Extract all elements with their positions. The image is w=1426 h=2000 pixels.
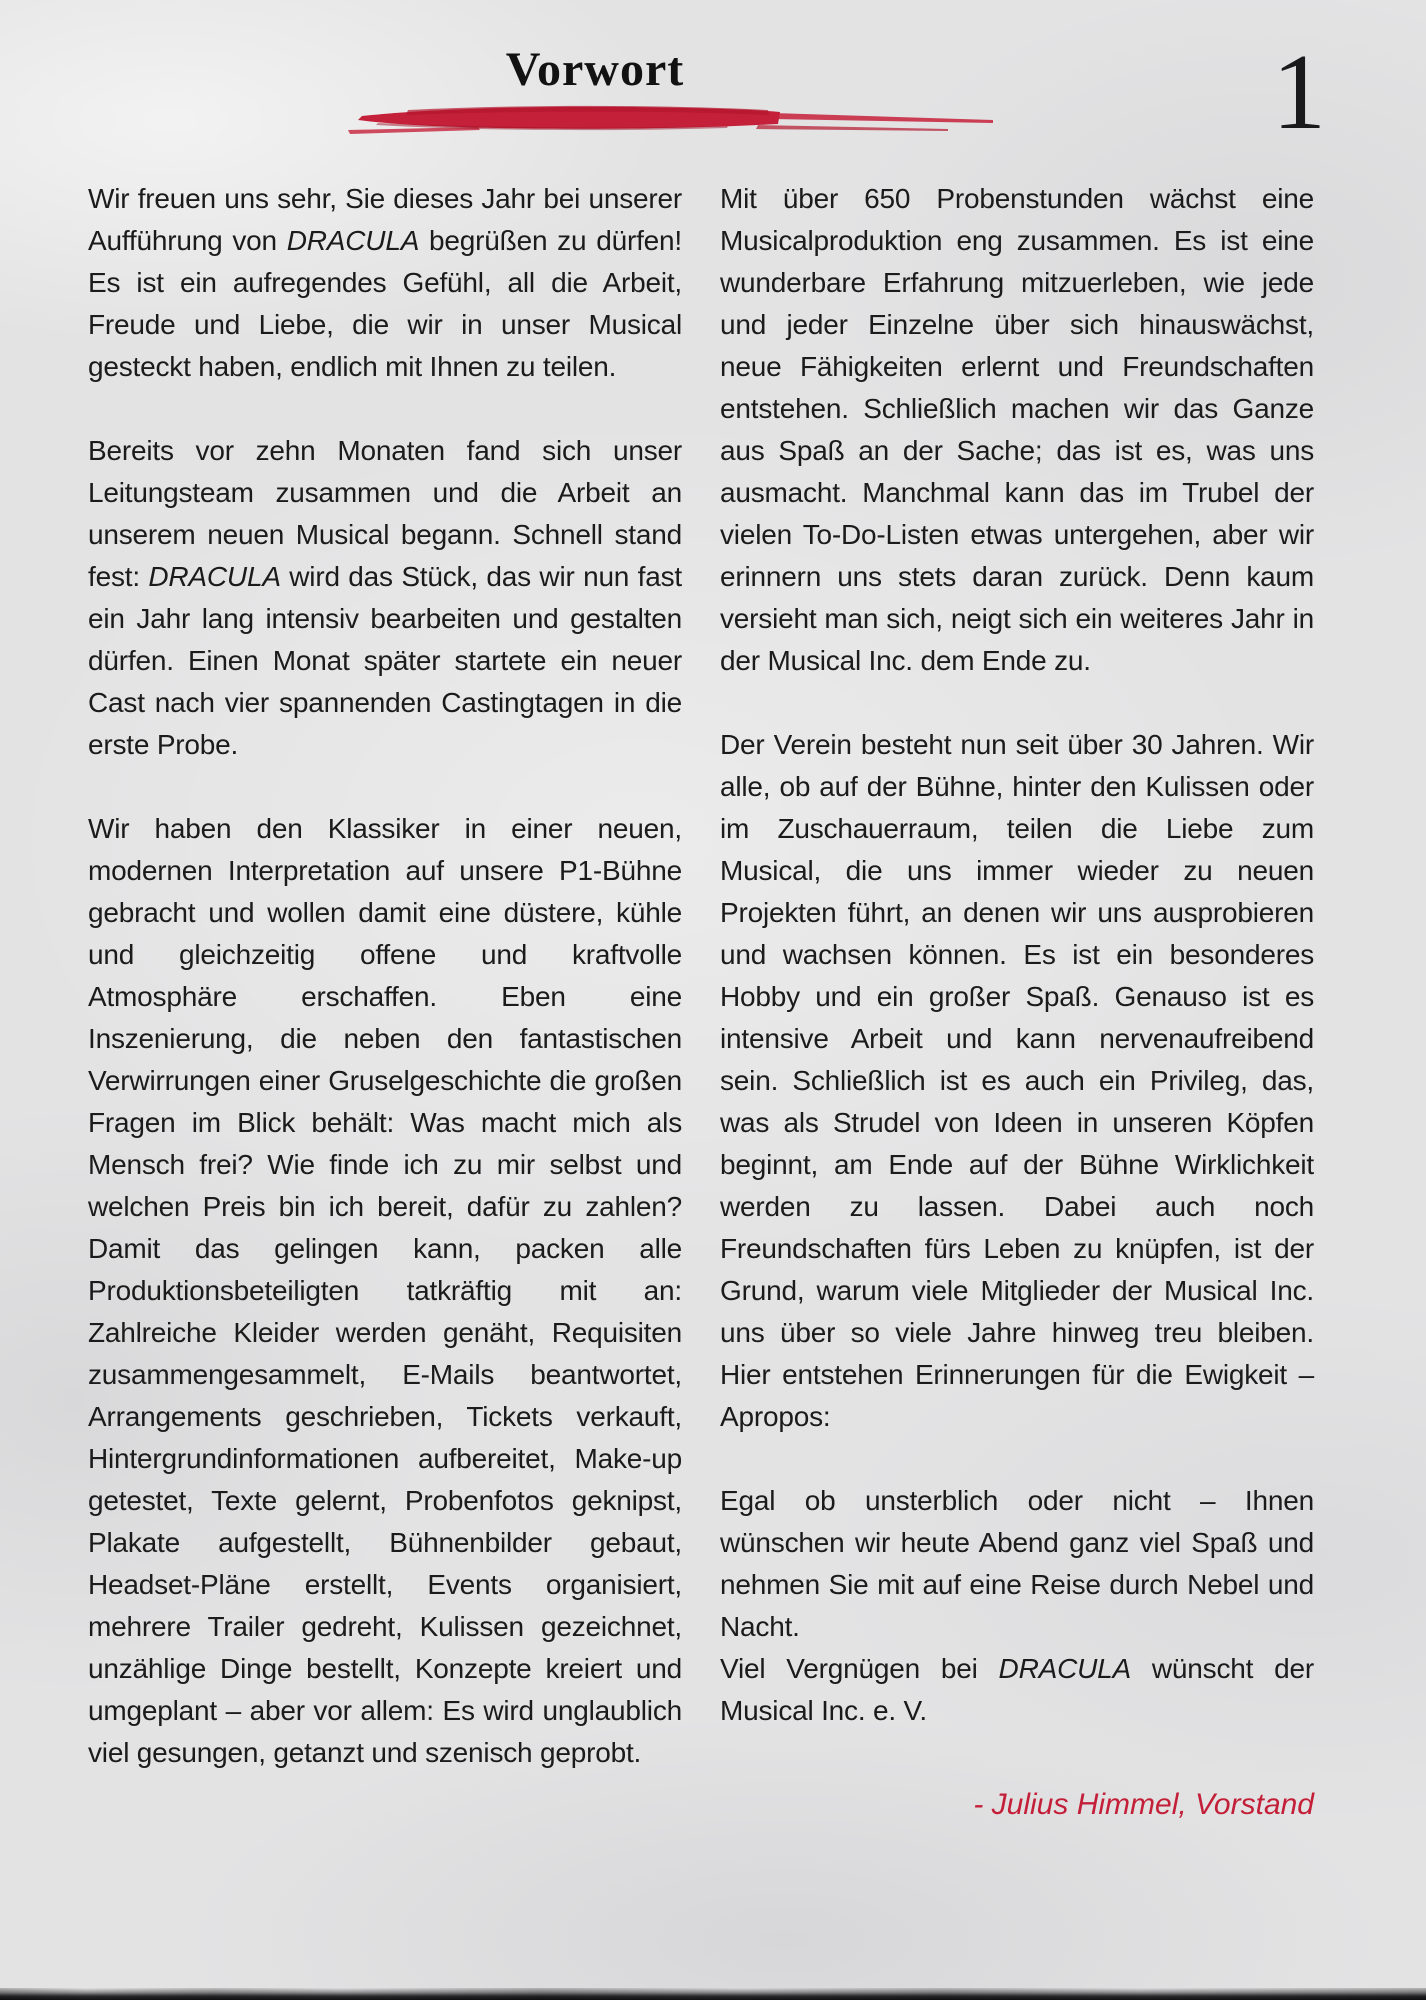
page-title: Vorwort bbox=[505, 43, 685, 96]
page-header bbox=[0, 0, 1190, 94]
paragraph: Der Verein besteht nun seit über 30 Jahren. Wir alle, ob auf der Bühne, hinter den Kulissen oder im Zuschauerraum, teilen die Liebe zum Musical, die uns immer wieder zu neuen Projekten führt, an denen wir uns ausprobieren und wachsen können. Es ist ein besonderes Hobby und ein großer Spaß. Genauso ist es intensive Arbeit und kann nervenaufreibend sein. Schließlich ist es auch ein Privileg, das, was als Strudel von Ideen in unseren Köpfen beginnt, am Ende auf der Bühne Wirklichkeit werden zu lassen. Dabei auch noch Freundschaften fürs Leben zu knüpfen, ist der Grund, warum viele Mitglieder der Musical Inc. uns über so viele Jahre hinweg treu bleiben. Hier entstehen Erinnerungen für die Ewigkeit – Apropos: bbox=[720, 729, 1314, 1432]
paragraph: Wir haben den Klassiker in einer neuen, modernen Interpretation auf unsere P1-Bühne gebracht und wollen damit eine düstere, kühle und gleichzeitig offene und kraftvolle Atmosphäre erschaffen. Eben eine Inszenierung, die neben den fantastischen Verwirrungen einer Gruselgeschichte die großen Fragen im Blick behält: Was macht mich als Mensch frei? Wie finde ich zu mir selbst und welchen Preis bin ich bereit, dafür zu zahlen? Damit das gelingen kann, packen alle Produktionsbeteiligten tatkräftig mit an: Zahlreiche Kleider werden genäht, Requisiten zusammengesammelt, E-Mails beantwortet, Arrangements geschrieben, Tickets verkauft, Hintergrundinformationen aufbereitet, Make-up getestet, Texte gelernt, Probenfotos geknipst, Plakate aufgestellt, Bühnenbilder gebaut, Headset-Pläne erstellt, Events organisiert, mehrere Trailer gedreht, Kulissen gezeichnet, unzählige Dinge bestellt, Konzepte kreiert und umgeplant – aber vor allem: Es wird unglaublich viel gesungen, getanzt und szenisch geprobt. bbox=[88, 813, 682, 1768]
signature: - Julius Himmel, Vorstand bbox=[973, 1788, 1314, 1821]
text-columns bbox=[88, 178, 1314, 1822]
page-bottom-edge bbox=[0, 1988, 1426, 2000]
paragraph: Wir freuen uns sehr, Sie dieses Jahr bei unserer Aufführung von DRACULA begrüßen zu dürfen! Es ist ein aufregendes Gefühl, all die Arbeit, Freude und Liebe, die wir in unser Musical gesteckt haben, endlich mit Ihnen zu teilen. bbox=[88, 183, 682, 382]
left-column bbox=[88, 178, 682, 1822]
paragraph: Mit über 650 Probenstunden wächst eine Musicalproduktion eng zusammen. Es ist eine wunderbare Erfahrung mitzuerleben, wie jede und jeder Einzelne über sich hinauswächst, neue Fähigkeiten erlernt und Freundschaften entstehen. Schließlich machen wir das Ganze aus Spaß an der Sache; das ist es, was uns ausmacht. Manchmal kann das im Trubel der vielen To-Do-Listen etwas untergehen, aber wir erinnern uns stets daran zurück. Denn kaum versieht man sich, neigt sich ein weiteres Jahr in der Musical Inc. dem Ende zu. bbox=[720, 183, 1314, 676]
page-number: 1 bbox=[1272, 33, 1326, 152]
brush-stroke-icon bbox=[348, 103, 993, 137]
right-column bbox=[720, 178, 1314, 1822]
paragraph: Egal ob unsterblich oder nicht – Ihnen wünschen wir heute Abend ganz viel Spaß und nehmen Sie mit auf eine Reise durch Nebel und Nacht. Viel Vergnügen bei DRACULA wünscht der Musical Inc. e. V. bbox=[720, 1485, 1314, 1726]
paragraph: Bereits vor zehn Monaten fand sich unser Leitungsteam zusammen und die Arbeit an unserem neuen Musical begann. Schnell stand fest: DRACULA wird das Stück, das wir nun fast ein Jahr lang intensiv bearbeiten und gestalten dürfen. Einen Monat später startete ein neuer Cast nach vier spannenden Castingtagen in die erste Probe. bbox=[88, 435, 682, 760]
